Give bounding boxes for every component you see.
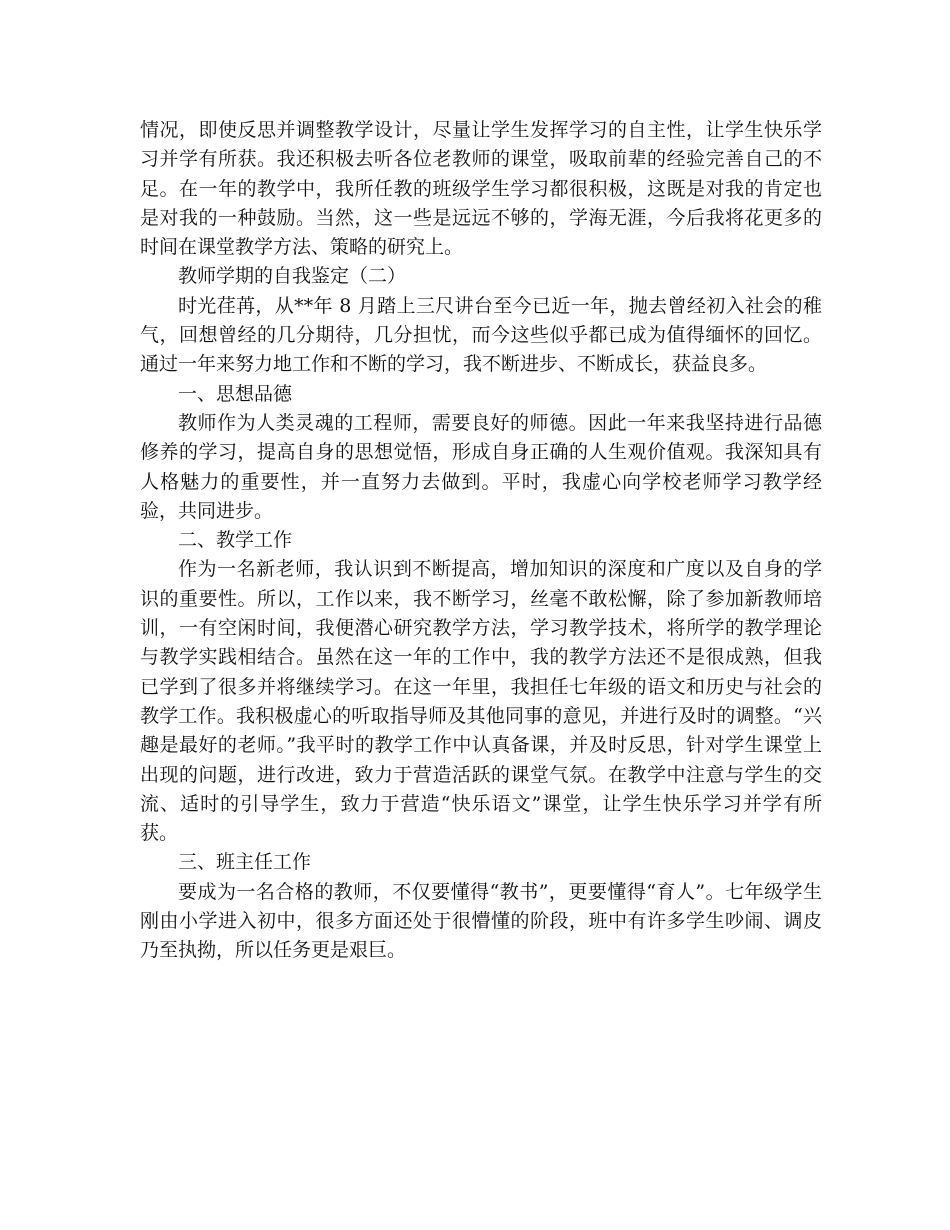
- section-heading-moral: 一、思想品德: [178, 382, 293, 405]
- paragraph-teaching: 作为一名新老师，我认识到不断提高，增加知识的深度和广度以及自身的学识的重要性。所以，工作以来，我不断学习，丝毫不敢松懈，除了参加新教师培训，一有空闲时间，我便潜心研究教学方法，学习教学技术，将所学的教学理论与教学实践相结合。虽然在这一年的工作中，我的教学方法还不是很成熟，但我已学到了很多并将继续学习。在这一年里，我担任七年级的语文和历史与社会的教学工作。我积极虚心的听取指导师及其他同事的意见，并进行及时的调整。“兴趣是最好的老师。”我平时的教学工作中认真备课，并及时反思，针对学生课堂上出现的问题，进行改进，致力于营造活跃的课堂气氛。在教学中注意与学生的交流、适时的引导学生，致力于营造“快乐语文”课堂，让学生快乐学习并学有所获。: [140, 558, 822, 845]
- section-heading-teaching: 二、教学工作: [178, 529, 293, 552]
- paragraph-moral: 教师作为人类灵魂的工程师，需要良好的师德。因此一年来我坚持进行品德修养的学习，提高自身的思想觉悟，形成自身正确的人生观价值观。我深知具有人格魅力的重要性，并一直努力去做到。平时，我虚心向学校老师学习教学经验，共同进步。: [140, 411, 822, 522]
- section-heading-class-teacher: 三、班主任工作: [178, 851, 312, 874]
- section-title: 教师学期的自我鉴定（二）: [178, 265, 407, 288]
- paragraph-intro: 时光荏苒，从**年 8 月踏上三尺讲台至今已近一年，抛去曾经初入社会的稚气，回想曾经的几分期待，几分担忧，而今这些似乎都已成为值得缅怀的回忆。通过一年来努力地工作和不断的学习，我不断进步、不断成长，获益良多。: [140, 294, 822, 376]
- document-body: [140, 116, 822, 966]
- paragraph-continuation: 情况，即使反思并调整教学设计，尽量让学生发挥学习的自主性，让学生快乐学习并学有所获。我还积极去听各位老教师的课堂，吸取前辈的经验完善自己的不足。在一年的教学中，我所任教的班级学生学习都很积极，这既是对我的肯定也是对我的一种鼓励。当然，这一些是远远不够的，学海无涯，今后我将花更多的时间在课堂教学方法、策略的研究上。: [140, 119, 822, 259]
- paragraph-class-teacher: 要成为一名合格的教师，不仅要懂得“教书”，更要懂得“育人”。七年级学生刚由小学进入初中，很多方面还处于很懵懂的阶段，班中有许多学生吵闹、调皮乃至执拗，所以任务更是艰巨。: [140, 880, 822, 962]
